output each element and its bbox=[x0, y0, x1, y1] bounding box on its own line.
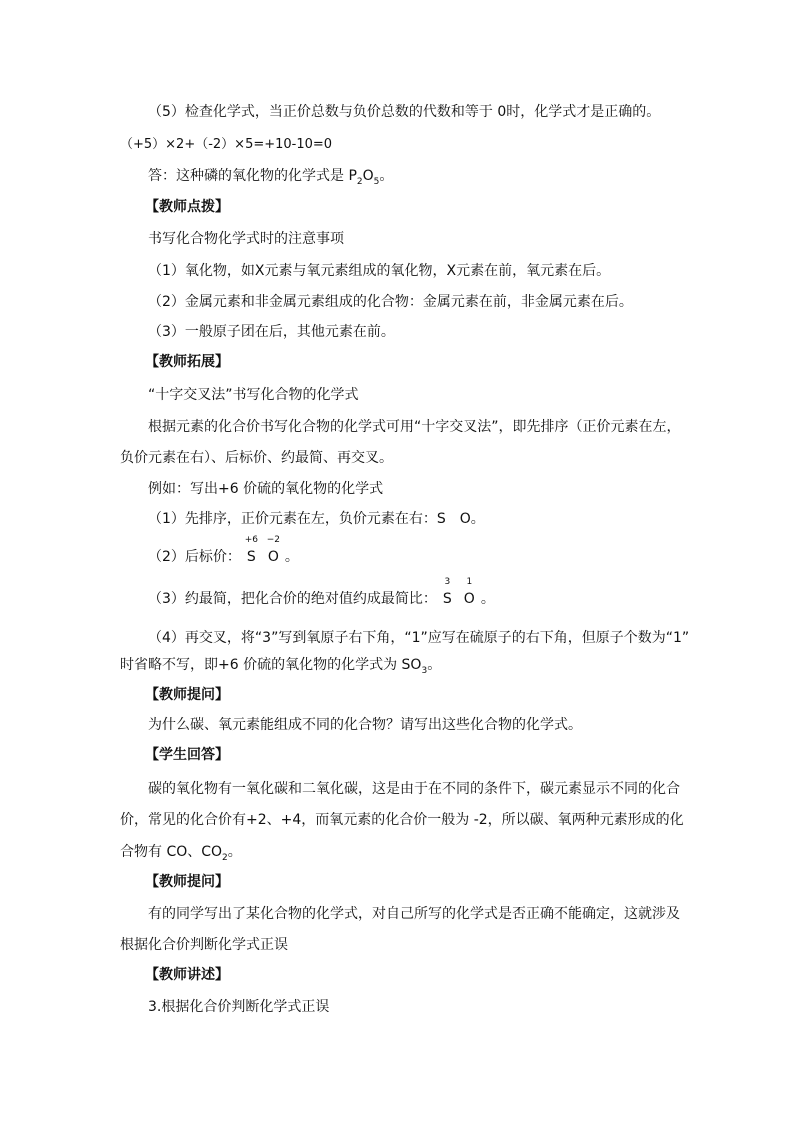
paragraph: 碳的氧化物有一氧化碳和二氧化碳，这是由于在不同的条件下，碳元素显示不同的化合 bbox=[148, 781, 680, 797]
heading-student-answer: 【学生回答】 bbox=[145, 747, 229, 763]
paragraph: 书写化合物化学式时的注意事项 bbox=[148, 231, 344, 247]
paragraph-text: （2）后标价： bbox=[148, 549, 241, 565]
subscript: 5 bbox=[373, 176, 380, 187]
answer-text: 答：这种磷的氧化物的化学式是 P bbox=[148, 168, 357, 184]
heading-teacher-guidance: 【教师点拨】 bbox=[145, 199, 229, 215]
paragraph: 根据化合价判断化学式正误 bbox=[120, 937, 288, 953]
paragraph: 有的同学写出了某化合物的化学式，对自己所写的化学式是否正确不能确定，这就涉及 bbox=[148, 906, 680, 922]
element-o bbox=[266, 535, 280, 567]
subscript: 2 bbox=[356, 176, 363, 187]
valence-label: +6 bbox=[244, 535, 258, 545]
valence-label: 1 bbox=[466, 577, 473, 587]
heading-teacher-extension: 【教师拓展】 bbox=[145, 354, 229, 370]
valence-label: −2 bbox=[266, 535, 280, 545]
simplify-line bbox=[148, 577, 495, 609]
section-title: 3.根据化合价判断化学式正误 bbox=[148, 999, 330, 1015]
paragraph-text: 。 bbox=[480, 591, 495, 607]
paragraph-text: 时省略不写，即+6 价硫的氧化物的化学式为 SO bbox=[120, 657, 422, 673]
paragraph: 负价元素在右）、后标价、约最简、再交叉。 bbox=[120, 450, 393, 466]
valence-label: 3 bbox=[444, 577, 451, 587]
element-symbol: S bbox=[246, 549, 256, 565]
paragraph: 价，常见的化合价有+2、+4，而氧元素的化合价一般为 -2，所以碳、氧两种元素形成的化 bbox=[120, 812, 684, 828]
formula-line bbox=[120, 842, 242, 868]
element-symbol: O bbox=[267, 549, 279, 565]
answer-text: O bbox=[362, 168, 374, 184]
subscript: 3 bbox=[421, 665, 428, 676]
paragraph-text: 合物有 CO、CO bbox=[120, 844, 223, 860]
paragraph-text: （3）约最简，把化合价的绝对值约成最简比： bbox=[148, 591, 437, 607]
subscript: 2 bbox=[222, 852, 228, 863]
paragraph: （2）金属元素和非金属元素组成的化合物：金属元素在前，非金属元素在后。 bbox=[148, 294, 633, 310]
paragraph: （1）氧化物，如X元素与氧元素组成的氧化物，X元素在前，氧元素在后。 bbox=[148, 263, 611, 279]
element-symbol: S bbox=[442, 591, 452, 607]
paragraph: “十字交叉法”书写化合物的化学式 bbox=[148, 387, 359, 403]
element-s bbox=[442, 577, 452, 609]
heading-teacher-narration: 【教师讲述】 bbox=[145, 967, 229, 983]
paragraph: （3）一般原子团在后，其他元素在前。 bbox=[148, 324, 395, 340]
answer-text: 。 bbox=[379, 168, 394, 184]
formula-line bbox=[120, 655, 441, 681]
paragraph: 例如：写出+6 价硫的氧化物的化学式 bbox=[148, 481, 384, 497]
paragraph: （4）再交叉，将“3”写到氧原子右下角，“1”应写在硫原子的右下角，但原子个数为“1” bbox=[148, 630, 690, 646]
paragraph: 根据元素的化合价书写化合物的化学式可用“十字交叉法”，即先排序（正价元素在左， bbox=[148, 419, 681, 435]
paragraph-text: 。 bbox=[427, 657, 442, 673]
valence-line bbox=[148, 535, 299, 567]
heading-teacher-question: 【教师提问】 bbox=[145, 687, 229, 703]
answer-line bbox=[148, 166, 393, 192]
element-symbol: O bbox=[463, 591, 475, 607]
element-s bbox=[244, 535, 258, 567]
paragraph-text: 。 bbox=[284, 549, 299, 565]
paragraph-text: 。 bbox=[227, 844, 242, 860]
paragraph: （1）先排序，正价元素在左，负价元素在右：S O。 bbox=[148, 511, 485, 527]
heading-teacher-question: 【教师提问】 bbox=[145, 874, 229, 890]
paragraph-step5: （5）检查化学式，当正价总数与负价总数的代数和等于 0时，化学式才是正确的。 bbox=[148, 104, 661, 120]
calculation-line: （+5）×2+（-2）×5=+10-10=0 bbox=[120, 137, 333, 152]
element-o bbox=[463, 577, 475, 609]
paragraph: 为什么碳、氧元素能组成不同的化合物？请写出这些化合物的化学式。 bbox=[148, 717, 582, 733]
